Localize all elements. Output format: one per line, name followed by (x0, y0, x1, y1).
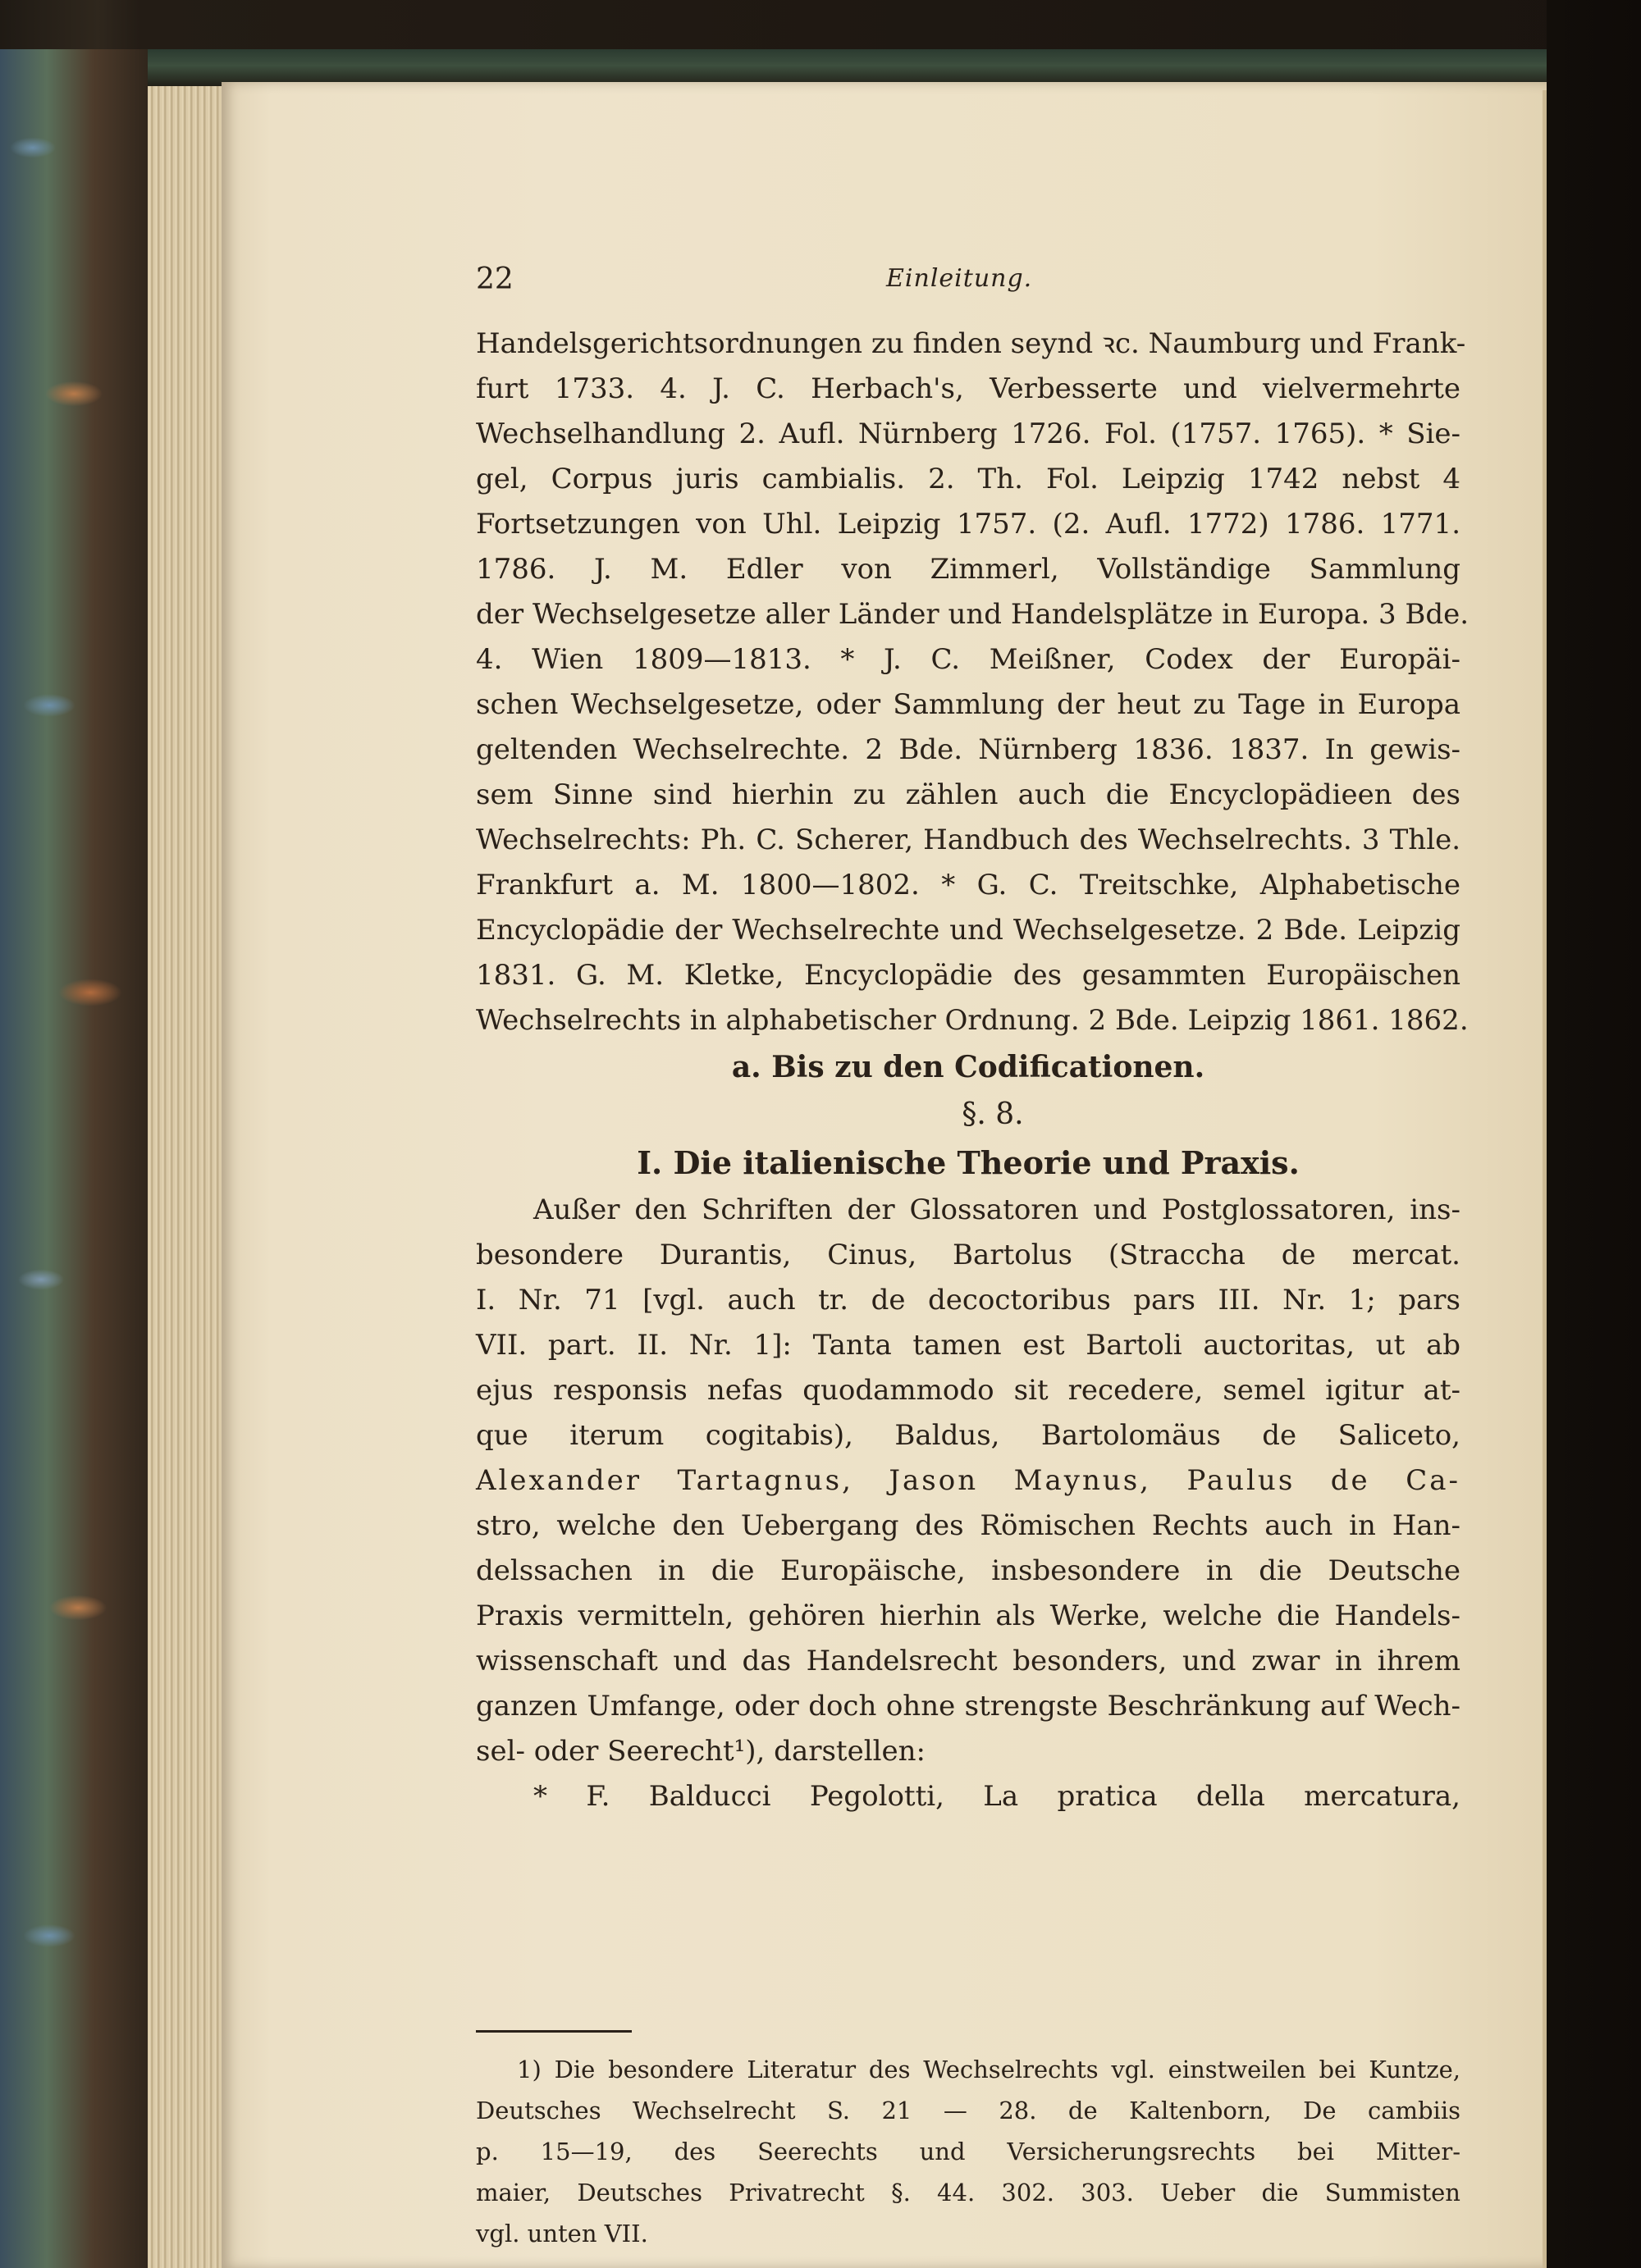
text-line: der Wechselgesetze aller Länder und Handelsplätze in Europa. 3 Bde. (476, 598, 1470, 631)
text-line: 1831. G. M. Kletke, Encyclopädie des gesammten Europäischen (476, 959, 1460, 992)
running-head: Einleitung. (886, 264, 1033, 293)
text-line: Wechselrechts in alphabetischer Ordnung. 2 Bde. Leipzig 1861. 1862. (476, 1004, 1469, 1037)
page-header (476, 256, 1460, 297)
text-line: Wechselrechts: Ph. C. Scherer, Handbuch des Wechselrechts. 3 Thle. (476, 824, 1460, 856)
text-line: * F. Balducci Pegolotti, La pratica della mercatura, (533, 1780, 1460, 1813)
footnote-rule (476, 2030, 632, 2033)
text-line: gel, Corpus juris cambialis. 2. Th. Fol. Leipzig 1742 nebst 4 (476, 463, 1460, 495)
text-line: Frankfurt a. M. 1800—1802. * G. C. Treitschke, Alphabetische (476, 869, 1460, 901)
footnote-line: maier, Deutsches Privatrecht §. 44. 302. 303. Ueber die Summisten (476, 2179, 1460, 2206)
text-line: Handelsgerichtsordnungen zu finden seynd ꝛc. Naumburg und Frank- (476, 327, 1466, 360)
text-line: I. Nr. 71 [vgl. auch tr. de decoctoribus pars III. Nr. 1; pars (476, 1284, 1460, 1317)
text-line: wissenschaft und das Handelsrecht besonders, und zwar in ihrem (476, 1645, 1460, 1677)
text-line: Wechselhandlung 2. Aufl. Nürnberg 1726. Fol. (1757. 1765). * Sie- (476, 418, 1460, 450)
text-line: 1786. J. M. Edler von Zimmerl, Vollständige Sammlung (476, 553, 1460, 586)
text-line: delssachen in die Europäische, insbesondere in die Deutsche (476, 1554, 1460, 1587)
page-number: 22 (476, 262, 514, 296)
text-line: que iterum cogitabis), Baldus, Bartolomäus de Saliceto, (476, 1419, 1460, 1452)
text-line: stro, welche den Uebergang des Römischen Rechts auch in Han- (476, 1509, 1460, 1542)
text-line: Fortsetzungen von Uhl. Leipzig 1757. (2. Aufl. 1772) 1786. 1771. (476, 508, 1460, 541)
footnote-line: p. 15—19, des Seerechts und Versicherungsrechts bei Mitter- (476, 2138, 1460, 2165)
text-line: VII. part. II. Nr. 1]: Tanta tamen est Bartoli auctoritas, ut ab (476, 1329, 1460, 1362)
text-line: besondere Durantis, Cinus, Bartolus (Straccha de mercat. (476, 1239, 1460, 1271)
text-line: Praxis vermitteln, gehören hierhin als Werke, welche die Handels- (476, 1599, 1460, 1632)
text-line: sem Sinne sind hierhin zu zählen auch die Encyclopädieen des (476, 778, 1460, 811)
text-line: ejus responsis nefas quodammodo sit recedere, semel igitur at- (476, 1374, 1460, 1407)
text-line: Encyclopädie der Wechselrechte und Wechselgesetze. 2 Bde. Leipzig (476, 914, 1460, 947)
text-line: 4. Wien 1809—1813. * J. C. Meißner, Codex der Europäi- (476, 643, 1460, 676)
text-line: schen Wechselgesetze, oder Sammlung der heut zu Tage in Europa (476, 688, 1460, 721)
section-number: §. 8. (962, 1097, 1024, 1131)
chapter-heading: I. Die italienische Theorie und Praxis. (637, 1144, 1300, 1181)
footnote-line: 1) Die besondere Literatur des Wechselrechts vgl. einstweilen bei Kuntze, (517, 2056, 1460, 2083)
footnote-line: Deutsches Wechselrecht S. 21 — 28. de Kaltenborn, De cambiis (476, 2097, 1460, 2124)
text-line: Außer den Schriften der Glossatoren und Postglossatoren, ins- (533, 1193, 1460, 1226)
subsection-heading: a. Bis zu den Codificationen. (731, 1050, 1205, 1084)
page-stack-edge (148, 86, 230, 2268)
text-line: furt 1733. 4. J. C. Herbach's, Verbesserte und vielvermehrte (476, 372, 1460, 405)
body-text (476, 322, 1470, 1819)
footnote-line: vgl. unten VII. (476, 2220, 648, 2247)
footnotes (476, 2049, 1460, 2254)
text-line: geltenden Wechselrechte. 2 Bde. Nürnberg 1836. 1837. In gewis- (476, 733, 1460, 766)
text-line: ganzen Umfange, oder doch ohne strengste Beschränkung auf Wech- (476, 1690, 1460, 1723)
dark-margin (1547, 0, 1641, 2268)
text-line: Alexander Tartagnus, Jason Maynus, Paulus de Ca- (476, 1464, 1460, 1497)
text-line: sel- oder Seerecht¹), darstellen: (476, 1735, 926, 1768)
marbled-cover-edge (0, 49, 156, 2268)
